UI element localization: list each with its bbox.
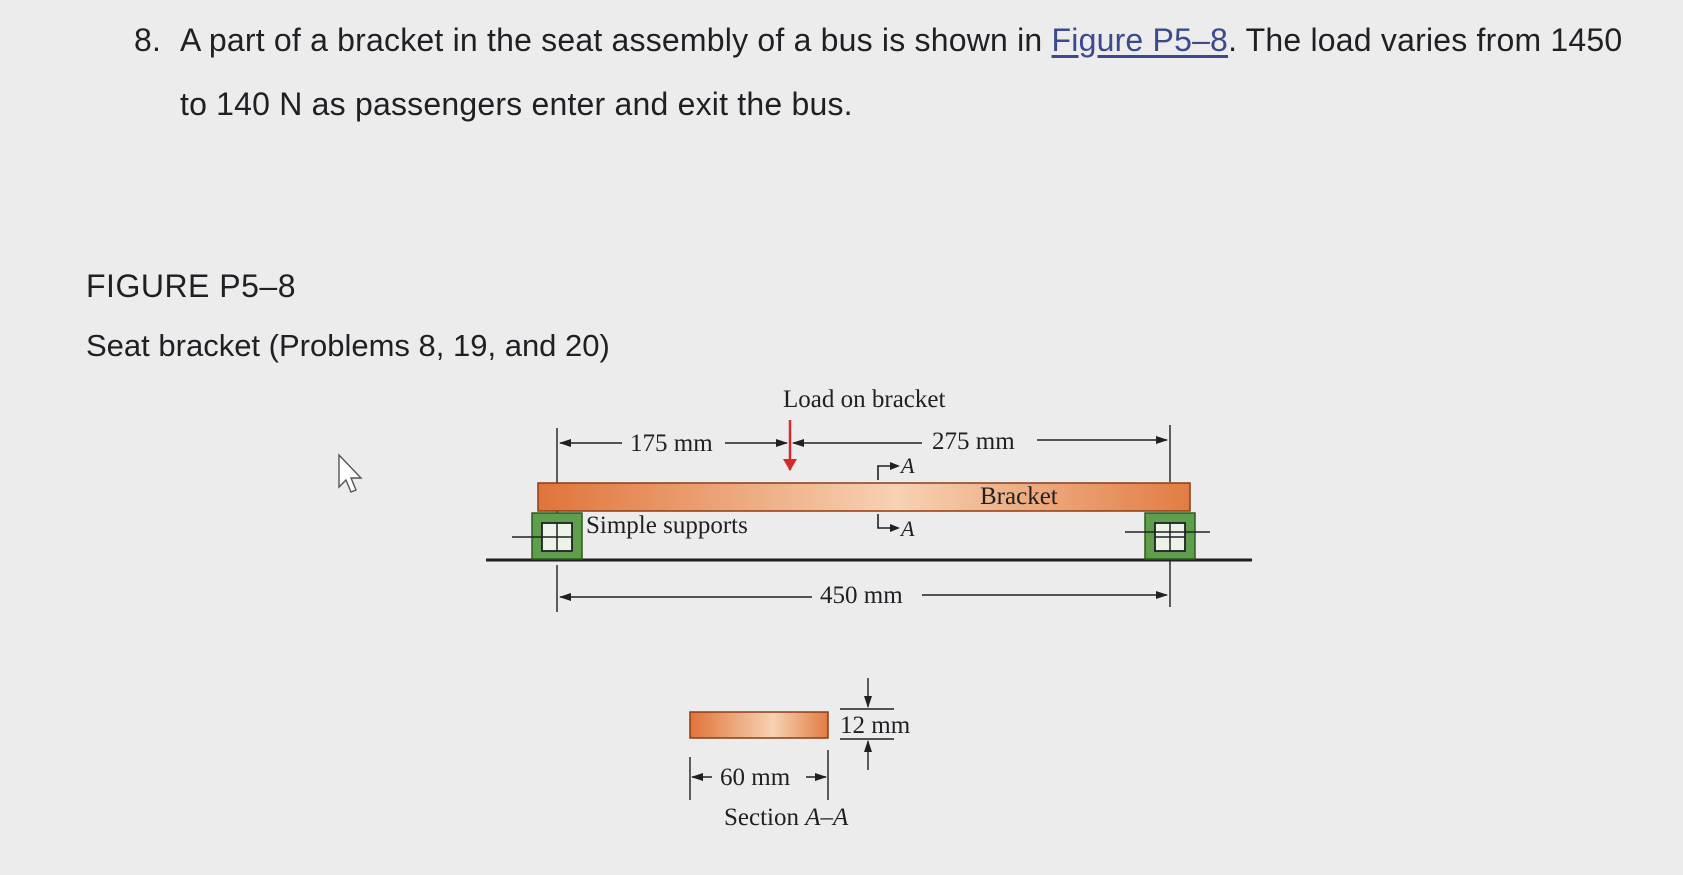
dim-275-label: 275 mm — [932, 428, 1015, 455]
svg-text:A: A — [901, 516, 915, 541]
section-rect — [690, 712, 828, 738]
problem-number: 8. — [134, 22, 162, 58]
cursor-arrow-icon — [339, 455, 361, 492]
svg-text:A: A — [901, 453, 915, 478]
figure-link[interactable]: Figure P5–8 — [1051, 22, 1229, 58]
section-mark-bottom — [878, 514, 915, 541]
supports-label: Simple supports — [586, 512, 748, 539]
right-support — [1125, 513, 1210, 559]
load-label: Load on bracket — [783, 386, 946, 413]
section-label-name: A–A — [805, 804, 849, 831]
bracket-bar — [538, 483, 1190, 511]
section-mark-top — [878, 453, 915, 480]
bracket-label: Bracket — [980, 483, 1058, 510]
section-label-prefix: Section — [724, 804, 806, 831]
dim-450-label: 450 mm — [820, 582, 903, 609]
dim-60-label: 60 mm — [720, 764, 791, 791]
figure-caption: Seat bracket (Problems 8, 19, and 20) — [86, 328, 610, 363]
figure-title: FIGURE P5–8 — [86, 268, 297, 304]
dim-12-label: 12 mm — [840, 712, 911, 739]
problem-text-after: . The load varies from 1450 to 140 N as passengers enter and exit the bus. — [180, 22, 1623, 122]
section-label — [724, 804, 849, 831]
left-support — [512, 513, 582, 559]
problem-text-before: A part of a bracket in the seat assembly of a bus is shown in — [180, 22, 1052, 58]
dim-175-label: 175 mm — [630, 430, 713, 457]
